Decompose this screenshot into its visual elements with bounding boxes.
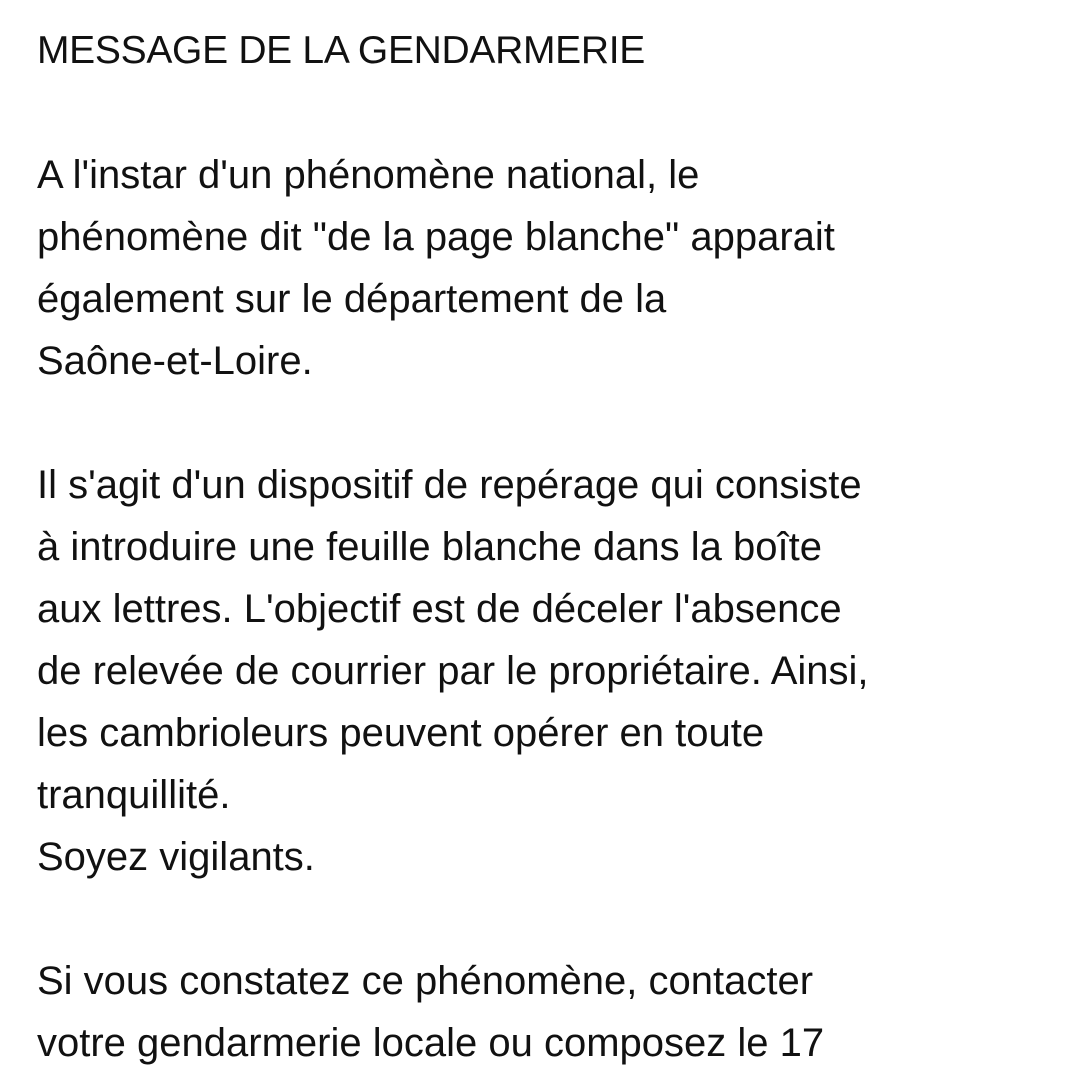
paragraph-explanation <box>37 454 1057 888</box>
text-line: Soyez vigilants. <box>37 835 315 879</box>
text-line: A l'instar d'un phénomène national, le <box>37 153 700 197</box>
text-line: Si vous constatez ce phénomène, contacter <box>37 959 814 1003</box>
paragraph-phenomenon <box>37 144 1057 392</box>
text-line: aux lettres. L'objectif est de déceler l'absence <box>37 587 842 631</box>
text-line: phénomène dit "de la page blanche" apparait <box>37 215 835 259</box>
text-line: votre gendarmerie locale ou composez le 17 <box>37 1021 825 1065</box>
text-line: tranquillité. <box>37 773 231 817</box>
text-line: Saône-et-Loire. <box>37 339 313 383</box>
message-document <box>37 20 1057 1074</box>
text-line: Il s'agit d'un dispositif de repérage qui consiste <box>37 463 862 507</box>
text-line: également sur le département de la <box>37 277 667 321</box>
text-line: les cambrioleurs peuvent opérer en toute <box>37 711 765 755</box>
paragraph-spacer <box>37 888 1057 950</box>
message-title: MESSAGE DE LA GENDARMERIE <box>37 29 645 72</box>
text-line: à introduire une feuille blanche dans la boîte <box>37 525 822 569</box>
paragraph-contact <box>37 950 1057 1074</box>
text-line: de relevée de courrier par le propriétaire. Ainsi, <box>37 649 869 693</box>
paragraph-spacer <box>37 82 1057 144</box>
paragraph-spacer <box>37 392 1057 454</box>
